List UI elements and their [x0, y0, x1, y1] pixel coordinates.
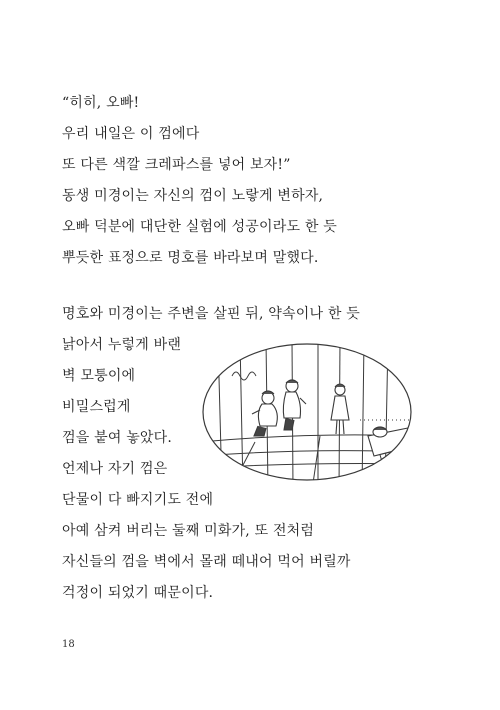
text-line: 또 다른 색깔 크레파스를 넣어 보자!”: [62, 157, 291, 173]
text-line: 껌을 붙여 놓았다.: [62, 430, 173, 446]
children-wall-illustration: [200, 340, 415, 490]
text-line: 아예 삼켜 버리는 둘째 미화가, 또 전처럼: [62, 523, 315, 539]
text-line: 동생 미경이는 자신의 껌이 노랗게 변하자,: [62, 188, 324, 204]
wall-planks: [218, 340, 388, 490]
text-line: 뿌듯한 표정으로 명호를 바라보며 말했다.: [62, 250, 319, 266]
text-line: 걱정이 되었기 때문이다.: [62, 585, 214, 601]
text-line: 낡아서 누렇게 바랜: [62, 337, 182, 353]
text-line: 우리 내일은 이 껌에다: [62, 126, 200, 142]
text-line: 단물이 다 빠지기도 전에: [62, 492, 214, 508]
text-line: 벽 모퉁이에: [62, 368, 136, 384]
page-number: 18: [62, 639, 75, 650]
crouching-child: [283, 380, 306, 430]
vignette-border: [203, 344, 411, 480]
text-line: 비밀스럽게: [62, 399, 131, 415]
standing-child: [331, 384, 349, 434]
text-line: 언제나 자기 껌은: [62, 461, 168, 477]
text-line: 오빠 덕분에 대단한 실험에 성공이라도 한 듯: [62, 219, 337, 235]
kneeling-child: [252, 391, 277, 436]
text-line: 명호와 미경이는 주변을 살핀 뒤, 약속이나 한 듯: [62, 306, 360, 322]
text-line: “히히, 오빠!: [62, 95, 140, 111]
text-line: 자신들의 껌을 벽에서 몰래 떼내어 먹어 버릴까: [62, 554, 351, 570]
